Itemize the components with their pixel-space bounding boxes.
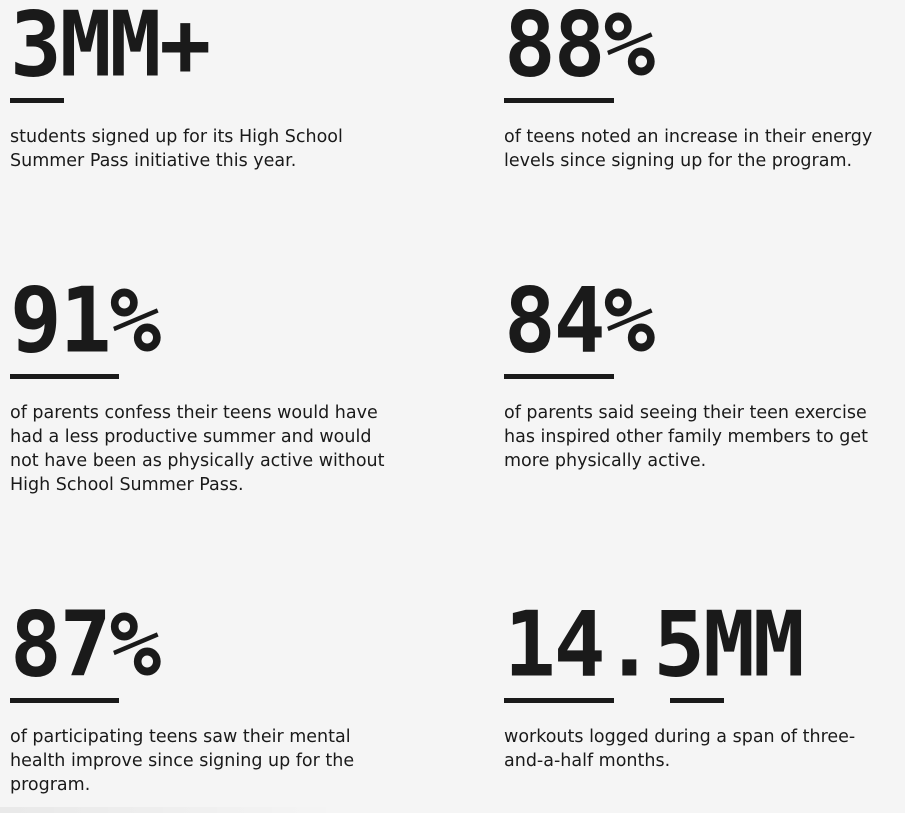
stat-description: of parents confess their teens would have had a less productive summer and would not have been as physically active without High School Summer Pass. xyxy=(10,403,385,495)
stat-parents-family-inspired xyxy=(504,268,894,471)
stat-description: of parents said seeing their teen exercise has inspired other family members to get more physically active. xyxy=(504,403,869,471)
stat-value: 14.5MM xyxy=(504,592,803,698)
stat-teens-energy xyxy=(504,0,894,171)
stat-value: 91% xyxy=(10,268,160,374)
stat-value: 87% xyxy=(10,592,160,698)
stat-underline xyxy=(504,374,614,379)
stat-teens-mental-health xyxy=(10,592,400,795)
stat-description: of teens noted an increase in their energy levels since signing up for the program. xyxy=(504,127,873,171)
stat-underline xyxy=(504,698,614,703)
stat-description: workouts logged during a span of three-and-a-half months. xyxy=(504,727,856,771)
stat-parents-productive-summer xyxy=(10,268,400,495)
stat-workouts-logged xyxy=(504,592,894,771)
stat-value: 3MM+ xyxy=(10,0,210,98)
stat-description: of participating teens saw their mental health improve since signing up for the program. xyxy=(10,727,355,795)
bottom-edge-shadow xyxy=(0,807,340,813)
stat-underline xyxy=(10,98,64,103)
stat-description: students signed up for its High School Summer Pass initiative this year. xyxy=(10,127,343,171)
stat-underline xyxy=(10,698,119,703)
stat-underline xyxy=(10,374,119,379)
stat-value: 88% xyxy=(504,0,654,98)
stat-students-signed-up xyxy=(10,0,400,171)
stat-underline-secondary xyxy=(670,698,724,703)
stat-underline xyxy=(504,98,614,103)
stat-value: 84% xyxy=(504,268,654,374)
